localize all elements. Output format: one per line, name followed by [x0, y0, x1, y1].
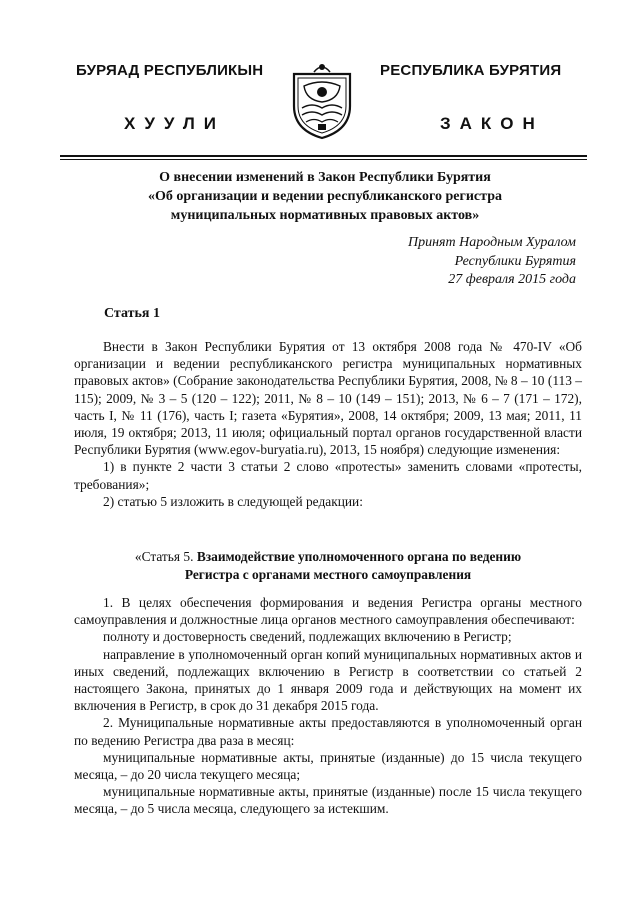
- paragraph: муниципальные нормативные акты, принятые (изданные) до 15 числа текущего месяца, – до 20 числа текущего месяца;: [74, 749, 582, 783]
- header-divider-thick: [60, 155, 587, 157]
- header-divider-thin: [60, 159, 587, 160]
- article-1-body: [74, 338, 582, 510]
- law-title-line: муниципальных нормативных правовых актов»: [170, 208, 480, 223]
- paragraph: 2) статью 5 изложить в следующей редакции:: [103, 493, 363, 509]
- adoption-note: [408, 234, 576, 290]
- article-1-heading: Статья 1: [104, 306, 160, 321]
- paragraph: Внести в Закон Республики Бурятия от 13 октября 2008 года № 470-IV «Об организации и ведении республиканского регистра муниципальных нормативных правовых актов» (Собрание законодательства Республики Бурятия, 2008, № 8 – 10 (113 – 115); 2009, № 3 – 5 (120 – 122); 2011, № 8 – 10 (149 – 151); 2013, № 6 – 7 (171 – 172), часть I, № 11 (176), часть I; газета «Бурятия», 2008, 14 октября; 2009, 13 мая; 2011, 11 июля, 19 октября; 2013, 11 июля; официальный портал органов государственной власти Республики Бурятия (www.egov-buryatia.ru), 2013, 15 ноября) следующие изменения:: [74, 339, 582, 458]
- law-title: [80, 168, 570, 225]
- law-title-line: О внесении изменений в Закон Республики Бурятия: [159, 170, 491, 185]
- paragraph: полноту и достоверность сведений, подлежащих включению в Регистр;: [103, 629, 512, 645]
- article-5-title-part: Регистра с органами местного самоуправления: [184, 566, 472, 582]
- paragraph: направление в уполномоченный орган копий муниципальных нормативных актов и иных сведений, подлежащих включению в Регистр в соответствии со статьей 2 настоящего Закона, принятых до 1 января 2009 года и действующих на момент их включения в Регистр, в срок до 31 декабря 2015 года.: [74, 646, 582, 714]
- header-title-buryat: БУРЯАД РЕСПУБЛИКЫН: [76, 62, 264, 79]
- adoption-date: 27 февраля 2015 года: [448, 272, 576, 287]
- law-title-line: «Об организации и ведении республиканского регистра: [148, 189, 502, 204]
- header-title-russian: РЕСПУБЛИКА БУРЯТИЯ: [380, 62, 562, 79]
- header-law-buryat: ХУУЛИ: [124, 114, 225, 133]
- paragraph: 1. В целях обеспечения формирования и ведения Регистра органы местного самоуправления и должностные лица органов местного самоуправления обеспечивают:: [74, 595, 582, 628]
- header-law-russian: ЗАКОН: [440, 114, 544, 133]
- adoption-line: Республики Бурятия: [454, 253, 576, 269]
- paragraph: 2. Муниципальные нормативные акты предоставляются в уполномоченный орган по ведению Регистра два раза в месяц:: [74, 715, 582, 748]
- paragraph: 1) в пункте 2 части 3 статьи 2 слово «протесты» заменить словами «протесты, требования»;: [74, 459, 582, 492]
- article-5-title-part: Взаимодействие уполномоченного органа по ведению: [196, 549, 522, 564]
- paragraph: муниципальные нормативные акты, принятые (изданные) после 15 числа текущего месяца, – до 5 числа месяца, следующего за истекшим.: [74, 784, 582, 817]
- article-5-heading: [74, 548, 582, 583]
- article-5-body: [74, 594, 582, 818]
- article-5-label: «Статья 5.: [134, 549, 194, 564]
- coat-of-arms-icon: [288, 60, 356, 140]
- adoption-line: Принят Народным Хуралом: [407, 235, 576, 250]
